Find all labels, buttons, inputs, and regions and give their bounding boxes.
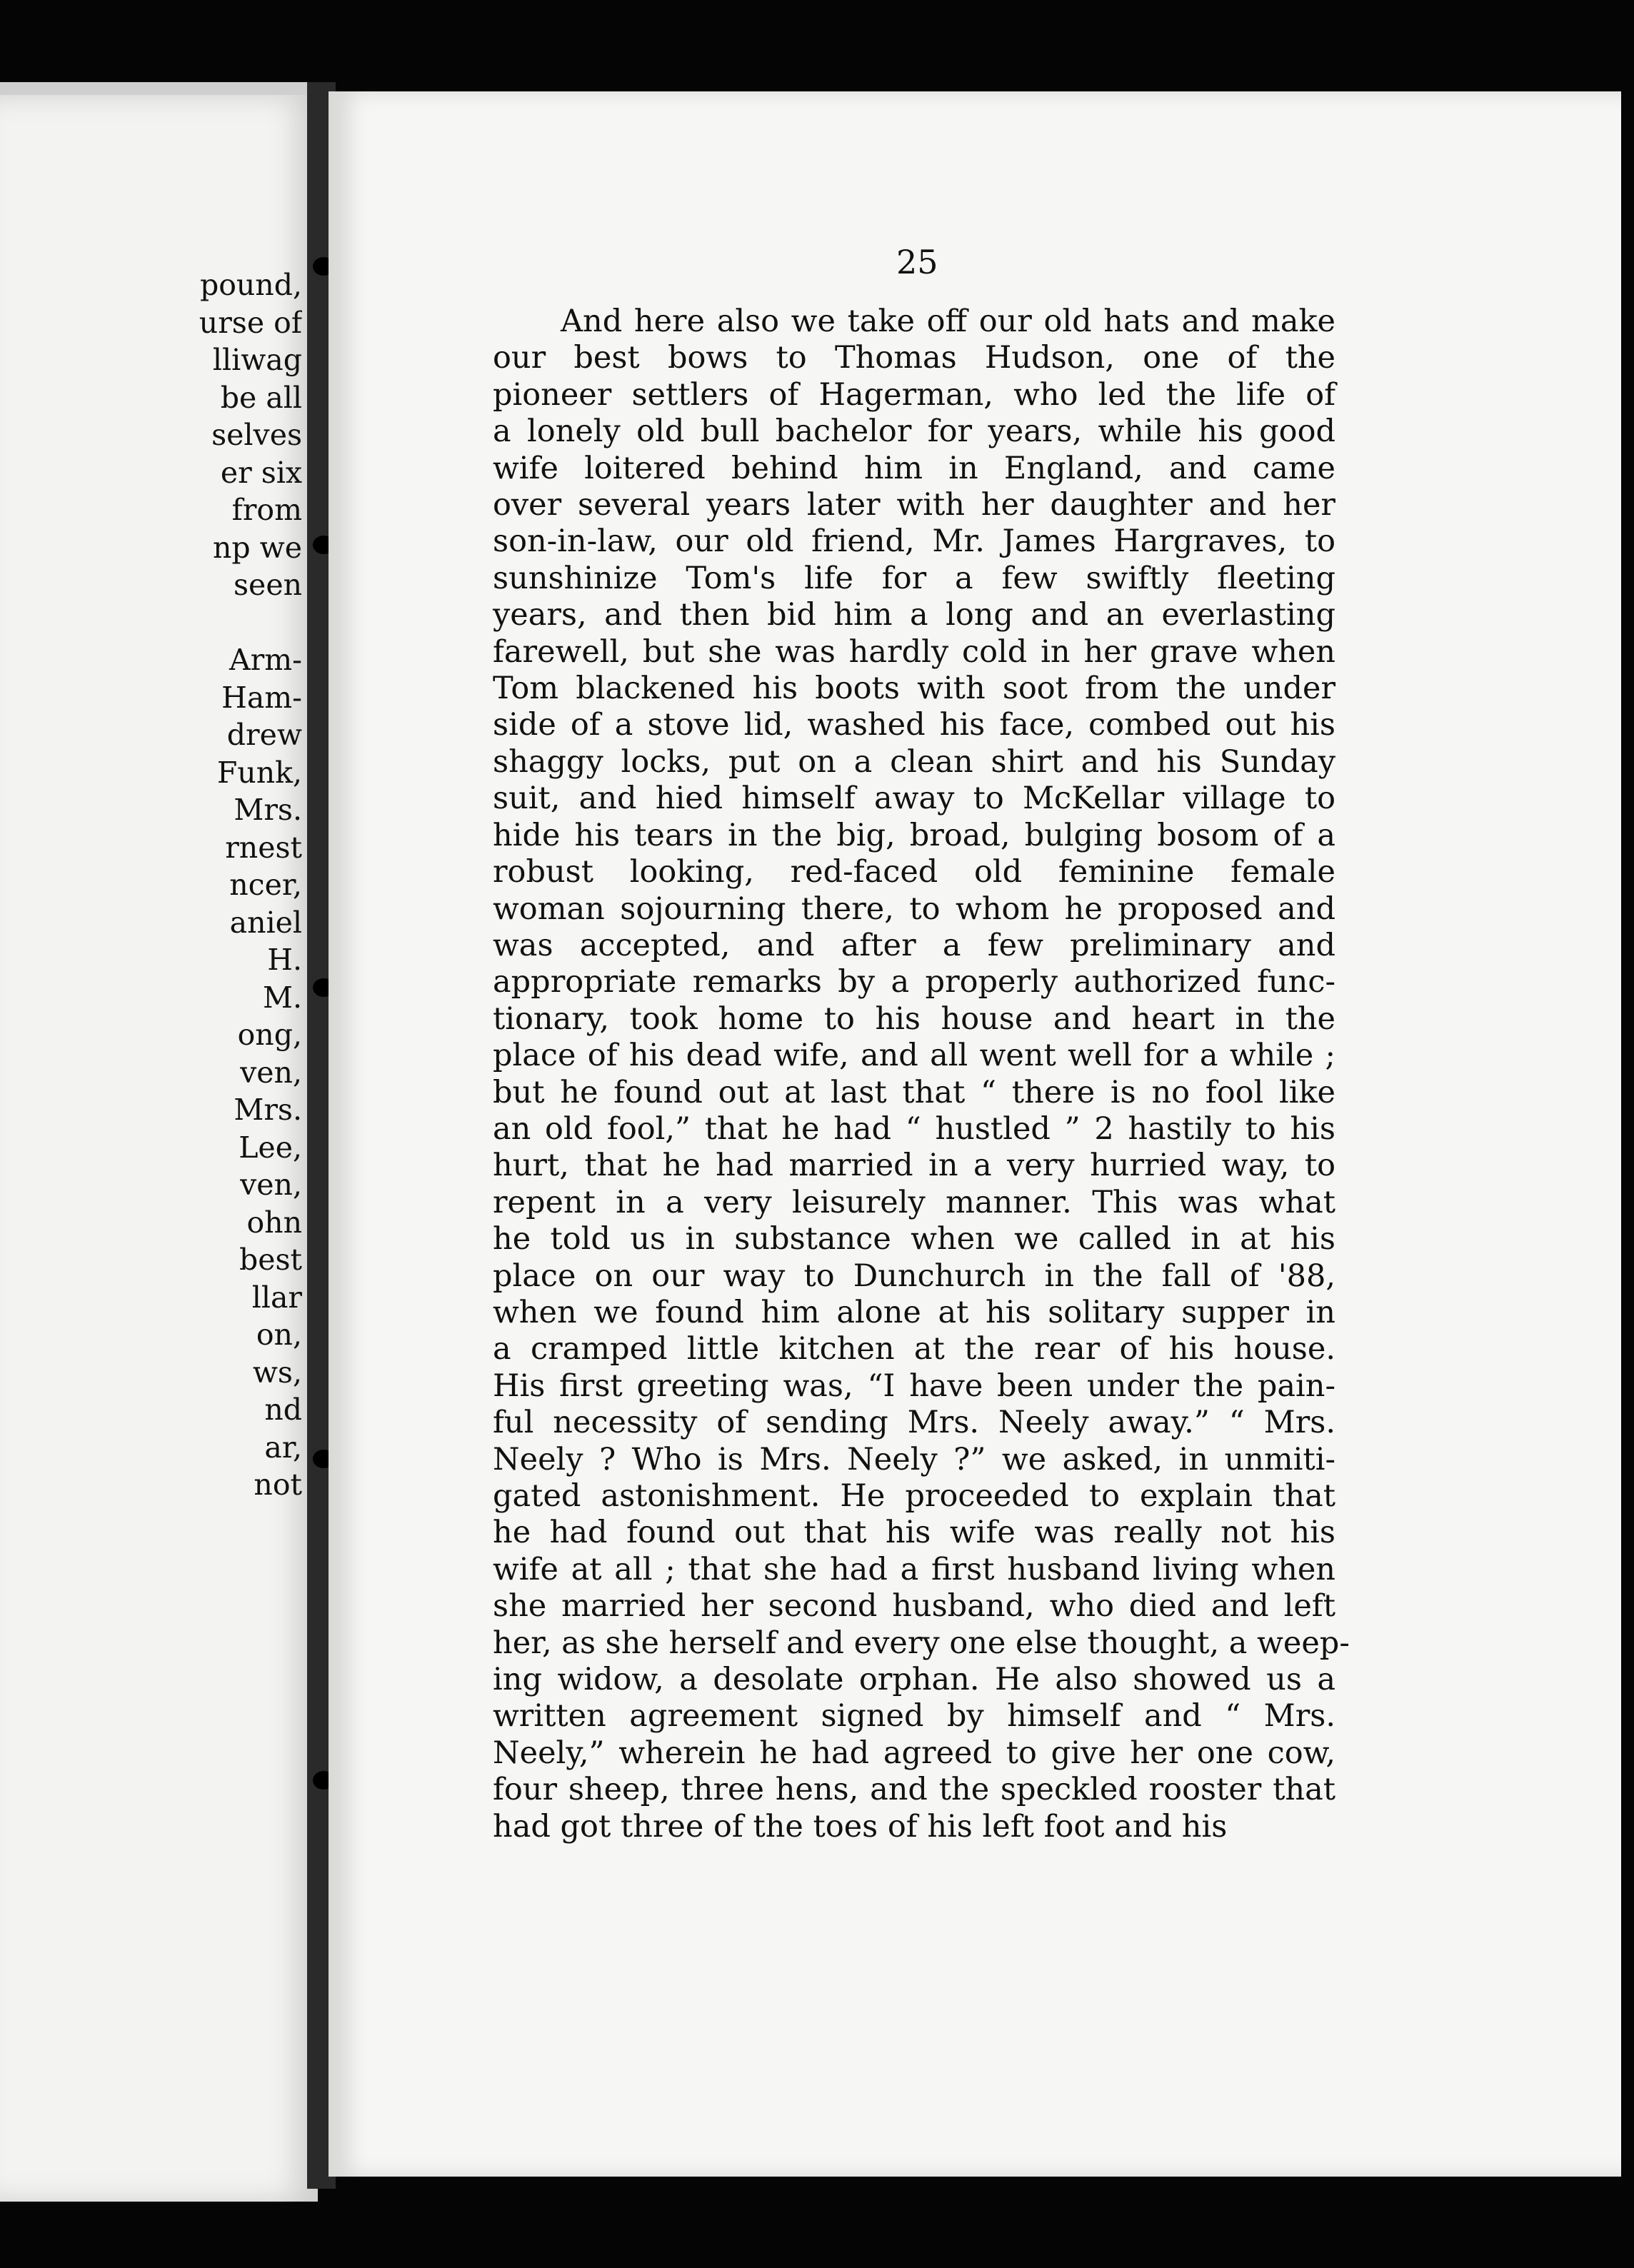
left-page-line: ven, bbox=[240, 1055, 302, 1090]
body-line: tionary, took home to his house and heart in the bbox=[493, 1000, 1335, 1037]
body-line: ful necessity of sending Mrs. Neely away.” “ Mrs. bbox=[493, 1405, 1335, 1441]
left-page-line: ohn bbox=[246, 1205, 302, 1240]
body-line: he told us in substance when we called in at his bbox=[493, 1221, 1335, 1258]
left-page-line: nd bbox=[264, 1393, 302, 1427]
body-paragraph bbox=[493, 303, 1350, 1845]
left-page-line: pound, bbox=[199, 268, 302, 302]
body-line: wife at all ; that she had a first husband living when bbox=[493, 1551, 1335, 1587]
left-page-line: selves bbox=[211, 418, 302, 452]
body-line: appropriate remarks by a properly authorized func- bbox=[493, 964, 1335, 1000]
body-line: son-in-law, our old friend, Mr. James Hargraves, to bbox=[493, 523, 1335, 560]
body-line: sunshinize Tom's life for a few swiftly fleeting bbox=[493, 560, 1335, 596]
body-line: farewell, but she was hardly cold in her grave when bbox=[493, 633, 1335, 670]
left-page-line: ar, bbox=[264, 1430, 302, 1465]
left-page-line: rnest bbox=[225, 830, 302, 865]
body-line: Tom blackened his boots with soot from the under bbox=[493, 671, 1335, 707]
left-page-line: H. bbox=[267, 943, 302, 977]
body-line: our best bows to Thomas Hudson, one of the bbox=[493, 340, 1335, 376]
body-line: shaggy locks, put on a clean shirt and his Sunday bbox=[493, 743, 1335, 780]
body-line: Neely ? Who is Mrs. Neely ?” we asked, in unmiti- bbox=[493, 1441, 1335, 1477]
body-line: suit, and hied himself away to McKellar village to bbox=[493, 781, 1335, 817]
body-line: she married her second husband, who died and left bbox=[493, 1588, 1335, 1625]
body-line: And here also we take off our old hats and make bbox=[561, 303, 1335, 339]
left-page-line: ws, bbox=[252, 1355, 302, 1390]
body-line: Neely,” wherein he had agreed to give her one cow, bbox=[493, 1735, 1335, 1771]
body-line: an old fool,” that he had “ hustled ” 2 hastily to his bbox=[493, 1110, 1335, 1147]
left-page-line: best bbox=[239, 1243, 302, 1277]
body-line: wife loitered behind him in England, and came bbox=[493, 450, 1335, 486]
left-page-line: on, bbox=[256, 1318, 302, 1352]
left-page-line: np we bbox=[212, 530, 302, 565]
left-page-line: Funk, bbox=[216, 755, 302, 790]
left-page-line: not bbox=[254, 1467, 302, 1502]
body-line: years, and then bid him a long and an everlasting bbox=[493, 597, 1335, 633]
body-line: place on our way to Dunchurch in the fall of '88, bbox=[493, 1258, 1335, 1294]
body-line: written agreement signed by himself and “ Mrs. bbox=[493, 1698, 1335, 1735]
left-page-line: seen bbox=[234, 568, 302, 602]
page-number: 25 bbox=[896, 243, 938, 281]
body-line: robust looking, red-faced old feminine female bbox=[493, 854, 1335, 890]
left-page-line: Mrs. bbox=[234, 793, 302, 827]
left-page-line: ong, bbox=[237, 1018, 302, 1052]
left-page-line: M. bbox=[262, 980, 302, 1015]
body-line: place of his dead wife, and all went well for a while ; bbox=[493, 1038, 1335, 1074]
body-line: ing widow, a desolate orphan. He also showed us a bbox=[493, 1662, 1335, 1698]
left-page-line: drew bbox=[226, 718, 302, 752]
left-page-line: lliwag bbox=[212, 343, 302, 377]
body-line: His first greeting was, “I have been under the pain- bbox=[493, 1368, 1335, 1404]
left-facing-page bbox=[0, 82, 318, 2202]
body-line: hurt, that he had married in a very hurried way, to bbox=[493, 1148, 1335, 1184]
left-page-text-fragments bbox=[116, 266, 302, 1504]
body-line: when we found him alone at his solitary supper in bbox=[493, 1294, 1335, 1330]
body-line: four sheep, three hens, and the speckled rooster that bbox=[493, 1772, 1335, 1808]
left-page-line: ven, bbox=[240, 1168, 302, 1202]
body-line: pioneer settlers of Hagerman, who led the life of bbox=[493, 376, 1335, 413]
left-page-line bbox=[116, 604, 302, 642]
body-line: side of a stove lid, washed his face, combed out his bbox=[493, 707, 1335, 743]
left-page-line: be all bbox=[220, 380, 302, 415]
left-page-line: from bbox=[231, 493, 302, 527]
left-page-line: Ham- bbox=[221, 680, 302, 715]
body-line: her, as she herself and every one else thought, a weep- bbox=[493, 1625, 1350, 1661]
body-line: but he found out at last that “ there is no fool like bbox=[493, 1074, 1335, 1110]
body-line: he had found out that his wife was really not his bbox=[493, 1515, 1335, 1551]
body-line: had got three of the toes of his left foot and his bbox=[493, 1808, 1228, 1845]
body-line: a cramped little kitchen at the rear of his house. bbox=[493, 1331, 1335, 1368]
left-page-line: llar bbox=[251, 1280, 302, 1315]
left-page-line: Lee, bbox=[239, 1130, 302, 1165]
body-line: woman sojourning there, to whom he proposed and bbox=[493, 890, 1335, 927]
left-page-line: urse of bbox=[199, 305, 302, 340]
body-line: was accepted, and after a few preliminary and bbox=[493, 927, 1335, 963]
body-line: over several years later with her daughter and her bbox=[493, 487, 1335, 523]
left-page-line: Arm- bbox=[229, 643, 302, 677]
left-page-line: er six bbox=[220, 455, 302, 490]
left-page-line: aniel bbox=[229, 905, 302, 940]
body-line: hide his tears in the big, broad, bulging bosom of a bbox=[493, 817, 1335, 853]
body-line: repent in a very leisurely manner. This was what bbox=[493, 1184, 1335, 1220]
body-line: gated astonishment. He proceeded to explain that bbox=[493, 1478, 1335, 1514]
left-page-line: Mrs. bbox=[234, 1093, 302, 1127]
left-page-line: ncer, bbox=[229, 868, 302, 902]
body-line: a lonely old bull bachelor for years, while his good bbox=[493, 413, 1335, 450]
